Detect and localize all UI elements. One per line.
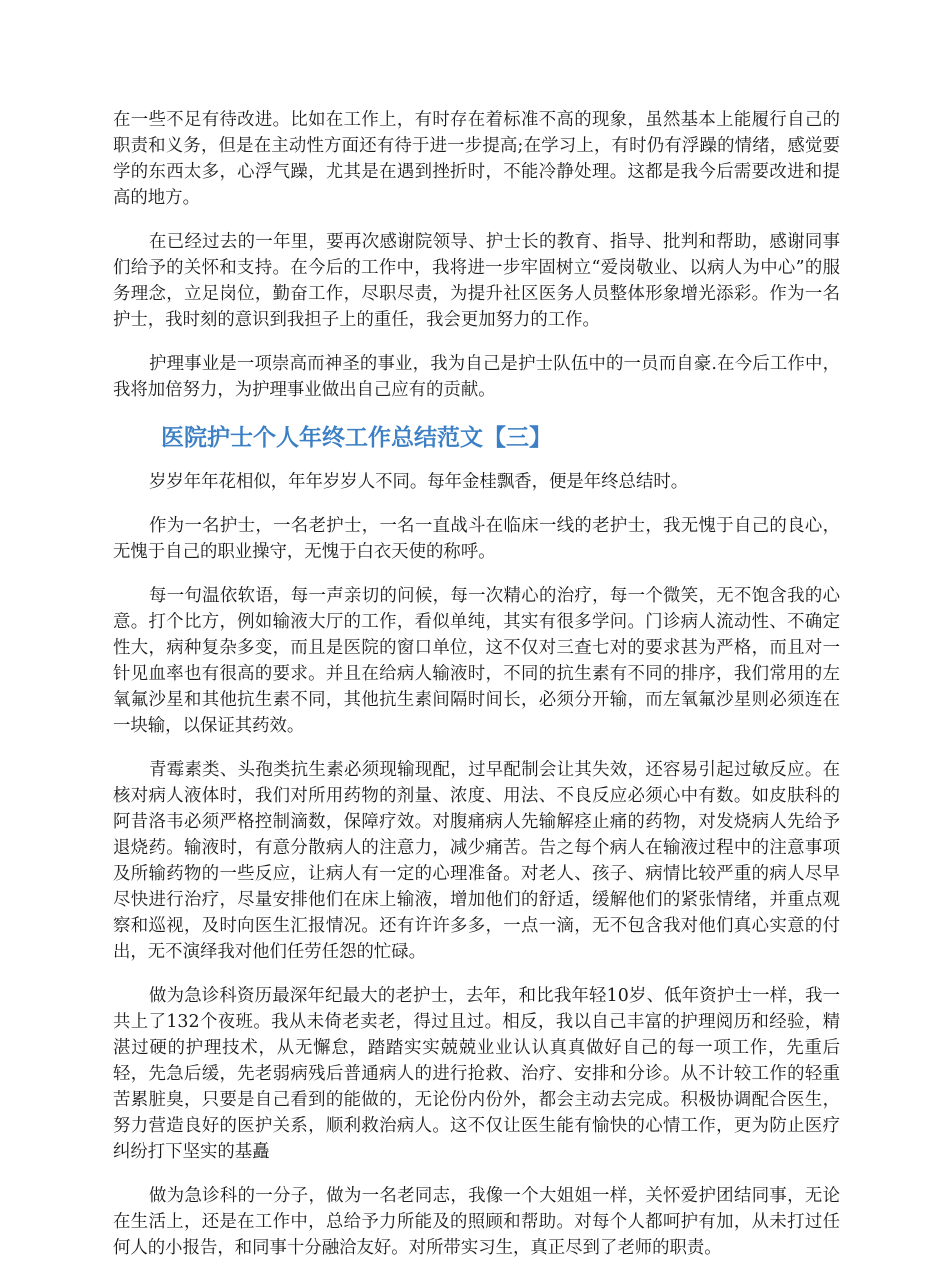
paragraph: 在已经过去的一年里，要再次感谢院领导、护士长的教育、指导、批判和帮助，感谢同事们给予的关怀和支持。在今后的工作中，我将进一步牢固树立“爱岗敬业、以病人为中心”的服务理念，立足岗位，勤奋工作，尽职尽责，为提升社区医务人员整体形象增光添彩。作为一名护士，我时刻的意识到我担子上的重任，我会更加努力的工作。 <box>113 232 840 330</box>
paragraph: 作为一名护士，一名老护士，一名一直战斗在临床一线的老护士，我无愧于自己的良心，无愧于自己的职业操守，无愧于白衣天使的称呼。 <box>113 516 840 562</box>
section-heading: 医院护士个人年终工作总结范文【三】 <box>161 425 552 451</box>
paragraph: 每一句温依软语，每一声亲切的问候，每一次精心的治疗，每一个微笑，无不饱含我的心意。打个比方，例如输液大厅的工作，看似单纯，其实有很多学问。门诊病人流动性、不确定性大，病种复杂多变，而且是医院的窗口单位，这不仅对三查七对的要求甚为严格，而且对一针见血率也有很高的要求。并且在给病人输液时，不同的抗生素有不同的排序，我们常用的左氧氟沙星和其他抗生素不同，其他抗生素间隔时间长，必须分开输，而左氧氟沙星则必须连在一块输，以保证其药效。 <box>113 586 840 736</box>
paragraph: 护理事业是一项崇高而神圣的事业，我为自己是护士队伍中的一员而自豪.在今后工作中，我将加倍努力，为护理事业做出自己应有的贡献。 <box>113 354 840 400</box>
paragraph: 做为急诊科的一分子，做为一名老同志，我像一个大姐姐一样，关怀爱护团结同事，无论在生活上，还是在工作中，总给予力所能及的照顾和帮助。对每个人都呵护有加，从未打过任何人的小报告，和同事十分融洽友好。对所带实习生，真正尽到了老师的职责。 <box>113 1186 840 1258</box>
paragraph: 在一些不足有待改进。比如在工作上，有时存在着标准不高的现象，虽然基本上能履行自己的职责和义务，但是在主动性方面还有待于进一步提高;在学习上，有时仍有浮躁的情绪，感觉要学的东西太多，心浮气躁，尤其是在遇到挫折时，不能冷静处理。这都是我今后需要改进和提高的地方。 <box>113 110 840 208</box>
paragraph: 做为急诊科资历最深年纪最大的老护士，去年，和比我年轻10岁、低年资护士一样，我一共上了132个夜班。我从未倚老卖老，得过且过。相反，我以自己丰富的护理阅历和经验，精湛过硬的护理技术，从无懈怠，踏踏实实兢兢业业认认真真做好自己的每一项工作，先重后轻，先急后缓，先老弱病残后普通病人的进行抢救、治疗、安排和分诊。从不计较工作的轻重苦累脏臭，只要是自己看到的能做的，无论份内份外，都会主动去完成。积极协调配合医生，努力营造良好的医护关系，顺利救治病人。这不仅让医生能有愉快的心情工作，更为防止医疗纠纷打下坚实的基矗 <box>113 986 840 1162</box>
paragraph: 岁岁年年花相似，年年岁岁人不同。每年金桂飘香，便是年终总结时。 <box>149 472 689 492</box>
paragraph: 青霉素类、头孢类抗生素必须现输现配，过早配制会让其失效，还容易引起过敏反应。在核对病人液体时，我们对所用药物的剂量、浓度、用法、不良反应必须心中有数。如皮肤科的阿昔洛韦必须严格控制滴数，保障疗效。对腹痛病人先输解痉止痛的药物，对发烧病人先给予退烧药。输液时，有意分散病人的注意力，减少痛苦。告之每个病人在输液过程中的注意事项及所输药物的一些反应，让病人有一定的心理准备。对老人、孩子、病情比较严重的病人尽早尽快进行治疗，尽量安排他们在床上输液，增加他们的舒适，缓解他们的紧张情绪，并重点观察和巡视，及时向医生汇报情况。还有许许多多，一点一滴，无不包含我对他们真心实意的付出，无不演绎我对他们任劳任怨的忙碌。 <box>113 760 840 962</box>
